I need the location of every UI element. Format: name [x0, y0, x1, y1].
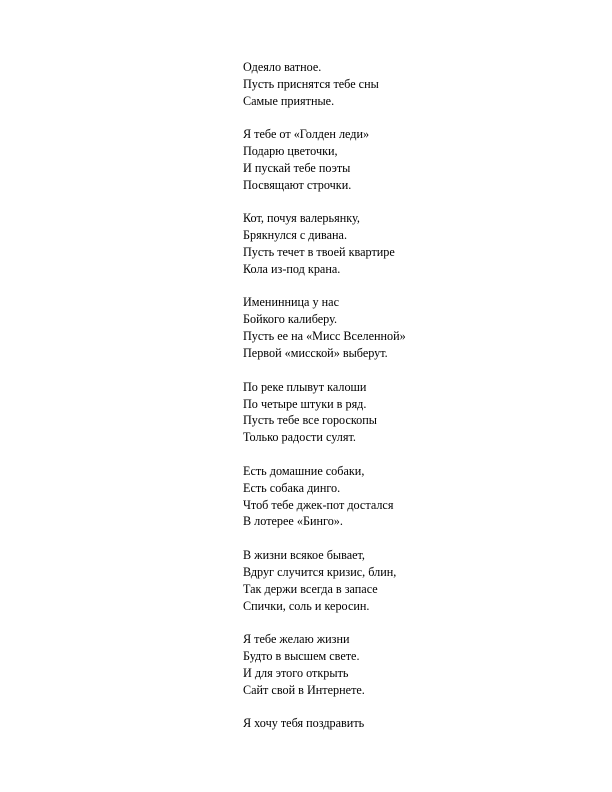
poem-line: Первой «мисской» выберут.	[243, 346, 388, 361]
poem-line: Именинница у нас	[243, 295, 339, 310]
poem-line: Одеяло ватное.	[243, 60, 322, 74]
poem-line: Я хочу тебя поздравить	[243, 716, 365, 731]
poem-line: Я тебе желаю жизни	[243, 631, 350, 646]
poem-line: По четыре штуки в ряд.	[243, 396, 367, 411]
poem-line: Есть домашние собаки,	[243, 463, 365, 478]
poem-line: Пусть течет в твоей квартире	[243, 245, 395, 260]
poem-line: Пусть тебе все гороскопы	[243, 413, 377, 428]
poem-line: Кола из-под крана.	[243, 262, 341, 277]
stanza-3	[243, 210, 583, 278]
stanza-4	[243, 294, 583, 362]
poem-line: Только радости сулят.	[243, 430, 356, 445]
poem-line: Я тебе от «Голден леди»	[243, 127, 370, 142]
poem-line: Спички, соль и керосин.	[243, 598, 370, 613]
stanza-8	[243, 631, 583, 699]
poem-line: Самые приятные.	[243, 93, 335, 108]
poem-line: Чтоб тебе джек-пот достался	[243, 497, 394, 512]
poem-line: Бойкого калиберу.	[243, 312, 338, 327]
stanza-9	[243, 715, 583, 732]
poem-line: Есть собака динго.	[243, 480, 341, 495]
poem-line: Сайт свой в Интернете.	[243, 682, 365, 697]
poem-line: Будто в высшем свете.	[243, 648, 360, 663]
stanza-6	[243, 463, 583, 531]
poem-line: В жизни всякое бывает,	[243, 547, 365, 562]
poem-line: Пусть приснятся тебе сны	[243, 76, 379, 91]
poem-line: Так держи всегда в запасе	[243, 581, 378, 596]
poem-line: Посвящают строчки.	[243, 177, 352, 192]
poem-line: И пускай тебе поэты	[243, 161, 351, 176]
poem-line: Подарю цветочки,	[243, 144, 338, 159]
poem-text	[243, 59, 583, 749]
poem-line: Брякнулся с дивана.	[243, 228, 348, 243]
poem-line: Пусть ее на «Мисс Вселенной»	[243, 329, 406, 344]
stanza-5	[243, 379, 583, 447]
poem-line: В лотерее «Бинго».	[243, 514, 343, 529]
stanza-1	[243, 59, 583, 110]
poem-line: Кот, почуя валерьянку,	[243, 211, 360, 226]
poem-line: И для этого открыть	[243, 665, 349, 680]
stanza-7	[243, 547, 583, 615]
poem-line: Вдруг случится кризис, блин,	[243, 564, 397, 579]
stanza-2	[243, 126, 583, 194]
poem-line: По реке плывут калоши	[243, 379, 367, 394]
